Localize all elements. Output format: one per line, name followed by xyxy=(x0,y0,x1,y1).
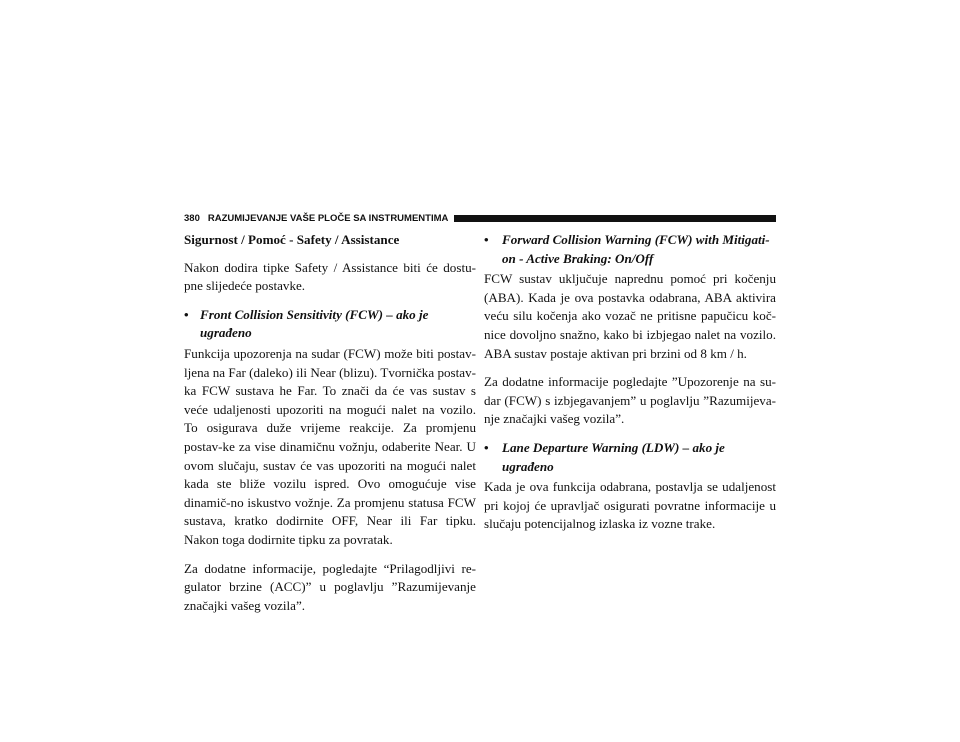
ldw-paragraph: Kada je ova funkcija odabrana, postavlja se udaljenost pri kojoj će upravljač osigurati povratne informacije u slučaju potencijalnog izlaska iz vozne trake. xyxy=(484,479,776,532)
bullet-front-collision-sensitivity xyxy=(184,306,476,343)
running-title: RAZUMIJEVANJE VAŠE PLOČE SA INSTRUMENTIMA xyxy=(207,212,449,224)
bullet-label: Front Collision Sensitivity (FCW) – ako je ugrađeno xyxy=(200,306,429,341)
intro-paragraph: Nakon dodira tipke Safety / Assistance biti će dostu-pne slijedeće postavke. xyxy=(184,259,476,294)
bullet-label: Lane Departure Warning (LDW) – ako je ugrađeno xyxy=(502,439,725,474)
bullet-lane-departure-warning xyxy=(484,439,776,476)
header-rule xyxy=(454,215,776,222)
page-header xyxy=(184,212,776,224)
bullet-forward-collision-warning xyxy=(484,231,776,268)
bullet-icon: • xyxy=(484,439,489,455)
bullet-label: Forward Collision Warning (FCW) with Mitigati-on - Active Braking: On/Off xyxy=(502,232,770,266)
acc-reference-paragraph: Za dodatne informacije, pogledajte “Prilagodljivi re-gulator brzine (ACC)” u poglavlju ”Razumijevanje značajki vašeg vozila”. xyxy=(184,560,476,613)
bullet-icon: • xyxy=(484,232,489,247)
fcw-sensitivity-paragraph: Funkcija upozorenja na sudar (FCW) može biti postav-ljena na Far (daleko) ili Near (blizu). Tvornička postav-ka FCW sustava he Far. To znači da će vas sustav s veće udaljenosti upozoriti na mogući nalet na vozilo. To osigurava duže vrijeme reakcije. Za promjenu postav-ke za vise dinamičnu vožnju, odaberite Near. U ovom slučaju, sustav će vas upozoriti na mogući nalet kada ste bliže vozilu ispred. Ovo omogućuje vise dinamič-no iskustvo vožnje. Za promjenu statusa FCW sustava, kratko dodirnite OFF, Near ili Far tipku. Nakon toga dodirnite tipku za povratak. xyxy=(184,345,476,547)
page-number: 380 xyxy=(184,212,200,224)
section-heading: Sigurnost / Pomoć - Safety / Assistance xyxy=(184,232,400,247)
left-column xyxy=(184,231,476,625)
right-column xyxy=(484,231,776,544)
bullet-icon: • xyxy=(184,306,189,322)
aba-paragraph: FCW sustav uključuje naprednu pomoć pri kočenju (ABA). Kada je ova postavka odabrana, ABA aktivira veću silu kočenja ako vozač ne pritisne papučicu koč-nice dovoljno snažno, kako bi izbjegao nalet na vozilo. ABA sustav postaje aktivan pri brzini od 8 km / h. xyxy=(484,271,776,361)
fcw-reference-paragraph: Za dodatne informacije pogledajte ”Upozorenje na su-dar (FCW) s izbjegavanjem” u poglavlju ”Razumijeva-nje značajki vašeg vozila”. xyxy=(484,374,776,427)
